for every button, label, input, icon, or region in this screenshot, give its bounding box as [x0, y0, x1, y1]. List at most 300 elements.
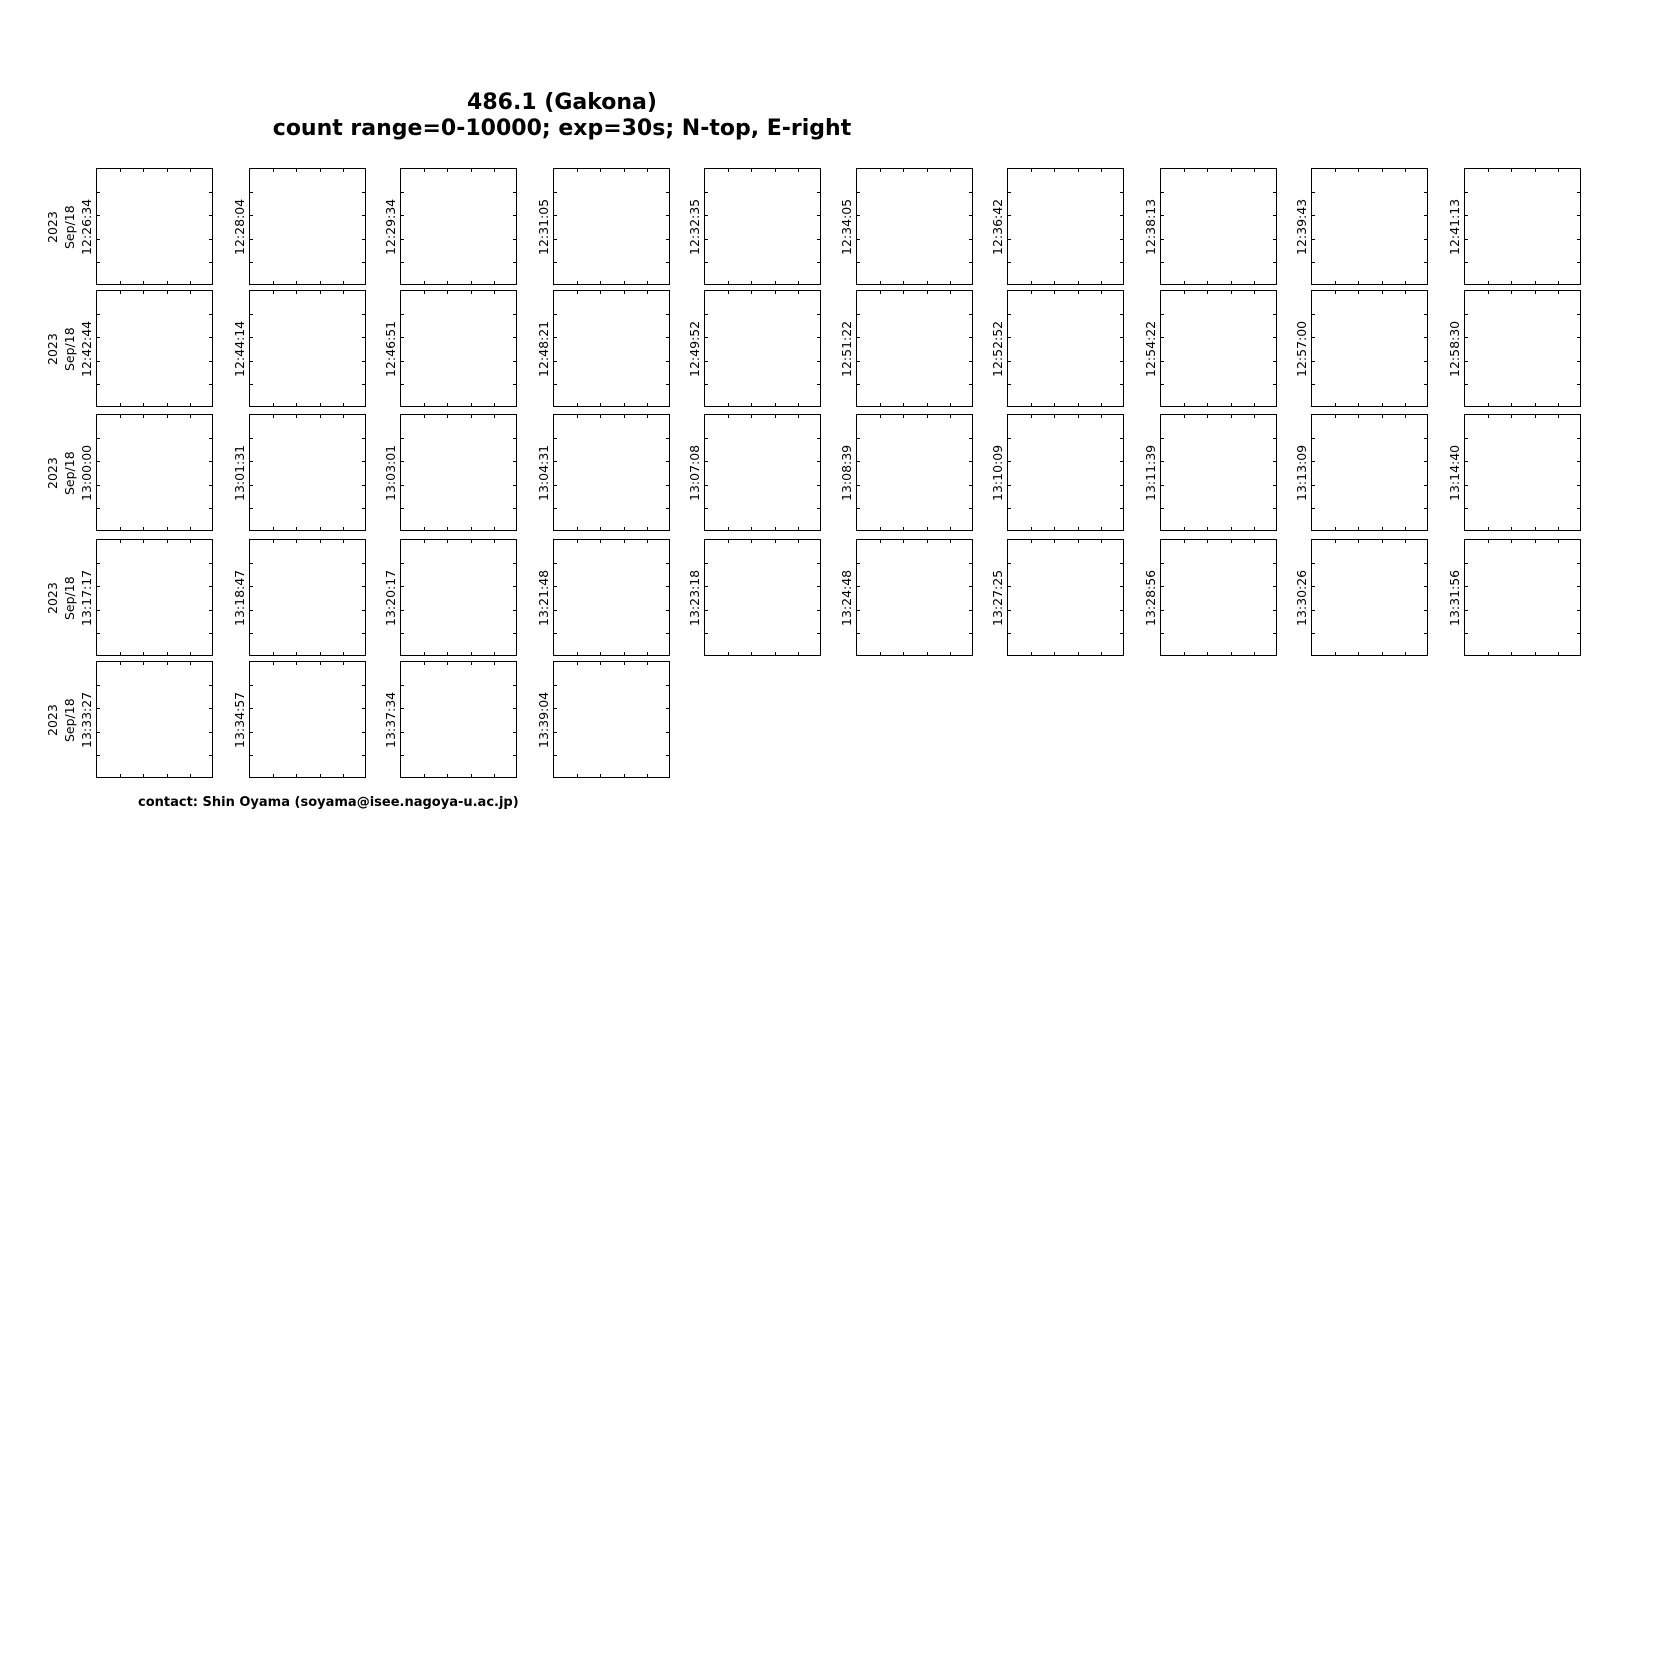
tick-mark — [705, 314, 708, 315]
tick-mark — [705, 563, 708, 564]
tick-mark — [666, 755, 669, 756]
tick-mark — [209, 563, 212, 564]
tick-mark — [250, 314, 253, 315]
tick-mark — [600, 281, 601, 284]
tick-mark — [120, 169, 121, 172]
tick-mark — [1312, 438, 1315, 439]
tick-mark — [1008, 361, 1011, 362]
tick-mark — [1382, 415, 1383, 418]
tick-mark — [950, 403, 951, 406]
date-label: Sep/18 — [62, 450, 77, 495]
image-panel — [553, 168, 670, 285]
image-panel — [1464, 290, 1581, 407]
image-panel — [704, 539, 821, 656]
tick-mark — [120, 403, 121, 406]
tick-mark — [1488, 415, 1489, 418]
timestamp-label: 12:51:22 — [839, 320, 854, 377]
tick-mark — [343, 540, 344, 543]
tick-mark — [401, 586, 404, 587]
tick-mark — [1161, 384, 1164, 385]
tick-mark — [343, 652, 344, 655]
tick-mark — [1078, 540, 1079, 543]
tick-mark — [857, 384, 860, 385]
tick-mark — [554, 508, 557, 509]
tick-mark — [577, 403, 578, 406]
tick-mark — [666, 461, 669, 462]
tick-mark — [880, 403, 881, 406]
tick-mark — [1405, 527, 1406, 530]
tick-mark — [362, 685, 365, 686]
tick-mark — [190, 662, 191, 665]
tick-mark — [97, 685, 100, 686]
tick-mark — [362, 314, 365, 315]
tick-mark — [209, 384, 212, 385]
tick-mark — [190, 652, 191, 655]
tick-mark — [1488, 281, 1489, 284]
tick-mark — [1424, 438, 1427, 439]
tick-mark — [577, 652, 578, 655]
tick-mark — [817, 461, 820, 462]
tick-mark — [577, 774, 578, 777]
tick-mark — [190, 415, 191, 418]
tick-mark — [775, 652, 776, 655]
tick-mark — [751, 281, 752, 284]
tick-mark — [927, 403, 928, 406]
tick-mark — [554, 262, 557, 263]
tick-mark — [624, 415, 625, 418]
tick-mark — [447, 281, 448, 284]
tick-mark — [97, 215, 100, 216]
tick-mark — [647, 403, 648, 406]
tick-mark — [751, 652, 752, 655]
tick-mark — [273, 540, 274, 543]
tick-mark — [1008, 610, 1011, 611]
tick-mark — [143, 527, 144, 530]
tick-mark — [1382, 281, 1383, 284]
tick-mark — [1054, 540, 1055, 543]
tick-mark — [903, 291, 904, 294]
tick-mark — [1273, 633, 1276, 634]
tick-mark — [320, 652, 321, 655]
tick-mark — [362, 586, 365, 587]
image-panel-grid — [0, 0, 1667, 820]
tick-mark — [969, 633, 972, 634]
tick-mark — [1008, 461, 1011, 462]
tick-mark — [1120, 610, 1123, 611]
tick-mark — [97, 337, 100, 338]
tick-mark — [1031, 291, 1032, 294]
tick-mark — [647, 169, 648, 172]
timestamp-label: 12:49:52 — [687, 320, 702, 377]
timestamp-label: 13:20:17 — [383, 569, 398, 626]
tick-mark — [1120, 563, 1123, 564]
tick-mark — [903, 527, 904, 530]
tick-mark — [1382, 527, 1383, 530]
tick-mark — [1335, 169, 1336, 172]
tick-mark — [343, 527, 344, 530]
tick-mark — [817, 239, 820, 240]
tick-mark — [1577, 337, 1580, 338]
tick-mark — [1008, 314, 1011, 315]
tick-mark — [1120, 384, 1123, 385]
tick-mark — [798, 403, 799, 406]
tick-mark — [190, 169, 191, 172]
tick-mark — [1101, 527, 1102, 530]
tick-mark — [1335, 281, 1336, 284]
tick-mark — [1120, 314, 1123, 315]
tick-mark — [97, 732, 100, 733]
image-panel — [1007, 168, 1124, 285]
tick-mark — [401, 508, 404, 509]
tick-mark — [320, 403, 321, 406]
tick-mark — [1273, 314, 1276, 315]
tick-mark — [751, 527, 752, 530]
tick-mark — [1254, 403, 1255, 406]
timestamp-label: 13:33:27 — [79, 691, 94, 748]
tick-mark — [273, 652, 274, 655]
tick-mark — [817, 563, 820, 564]
tick-mark — [1558, 527, 1559, 530]
tick-mark — [1465, 610, 1468, 611]
tick-mark — [969, 586, 972, 587]
image-panel — [400, 168, 517, 285]
tick-mark — [143, 291, 144, 294]
tick-mark — [273, 527, 274, 530]
year-label: 2023 — [45, 703, 60, 736]
tick-mark — [903, 652, 904, 655]
tick-mark — [1008, 633, 1011, 634]
tick-mark — [647, 652, 648, 655]
tick-mark — [798, 527, 799, 530]
tick-mark — [143, 652, 144, 655]
tick-mark — [1424, 262, 1427, 263]
tick-mark — [1424, 610, 1427, 611]
tick-mark — [903, 281, 904, 284]
timestamp-label: 12:31:05 — [536, 198, 551, 255]
tick-mark — [1358, 540, 1359, 543]
tick-mark — [1184, 527, 1185, 530]
tick-mark — [705, 239, 708, 240]
tick-mark — [1054, 403, 1055, 406]
image-panel — [249, 661, 366, 778]
tick-mark — [1008, 485, 1011, 486]
tick-mark — [880, 169, 881, 172]
tick-mark — [1161, 610, 1164, 611]
image-panel — [1311, 539, 1428, 656]
tick-mark — [817, 337, 820, 338]
tick-mark — [401, 610, 404, 611]
tick-mark — [1335, 403, 1336, 406]
timestamp-label: 13:04:31 — [536, 444, 551, 501]
tick-mark — [362, 508, 365, 509]
tick-mark — [209, 708, 212, 709]
tick-mark — [401, 732, 404, 733]
image-panel — [249, 414, 366, 531]
tick-mark — [1101, 540, 1102, 543]
image-panel — [249, 290, 366, 407]
tick-mark — [401, 633, 404, 634]
tick-mark — [250, 633, 253, 634]
tick-mark — [554, 461, 557, 462]
tick-mark — [1273, 192, 1276, 193]
image-panel — [553, 539, 670, 656]
tick-mark — [97, 610, 100, 611]
tick-mark — [857, 262, 860, 263]
tick-mark — [273, 774, 274, 777]
tick-mark — [343, 415, 344, 418]
tick-mark — [1254, 415, 1255, 418]
tick-mark — [1273, 586, 1276, 587]
tick-mark — [362, 610, 365, 611]
tick-mark — [927, 652, 928, 655]
tick-mark — [798, 652, 799, 655]
tick-mark — [1424, 239, 1427, 240]
tick-mark — [554, 239, 557, 240]
tick-mark — [1207, 540, 1208, 543]
tick-mark — [798, 291, 799, 294]
tick-mark — [209, 633, 212, 634]
tick-mark — [471, 415, 472, 418]
tick-mark — [969, 314, 972, 315]
tick-mark — [513, 262, 516, 263]
tick-mark — [817, 508, 820, 509]
tick-mark — [273, 415, 274, 418]
tick-mark — [969, 438, 972, 439]
tick-mark — [120, 774, 121, 777]
image-panel — [1007, 290, 1124, 407]
tick-mark — [857, 610, 860, 611]
tick-mark — [190, 540, 191, 543]
timestamp-label: 13:17:17 — [79, 569, 94, 626]
tick-mark — [647, 540, 648, 543]
image-panel — [400, 661, 517, 778]
tick-mark — [1577, 192, 1580, 193]
tick-mark — [343, 291, 344, 294]
date-label: Sep/18 — [62, 326, 77, 371]
tick-mark — [190, 403, 191, 406]
timestamp-label: 12:32:35 — [687, 198, 702, 255]
tick-mark — [471, 540, 472, 543]
image-panel — [704, 414, 821, 531]
tick-mark — [554, 563, 557, 564]
tick-mark — [1312, 586, 1315, 587]
timestamp-label: 13:21:48 — [536, 569, 551, 626]
tick-mark — [600, 652, 601, 655]
tick-mark — [250, 610, 253, 611]
tick-mark — [950, 281, 951, 284]
timestamp-label: 13:39:04 — [536, 691, 551, 748]
date-label: Sep/18 — [62, 204, 77, 249]
tick-mark — [1184, 291, 1185, 294]
tick-mark — [250, 215, 253, 216]
tick-mark — [1312, 485, 1315, 486]
tick-mark — [705, 508, 708, 509]
tick-mark — [1054, 415, 1055, 418]
date-label: Sep/18 — [62, 575, 77, 620]
tick-mark — [209, 586, 212, 587]
tick-mark — [494, 403, 495, 406]
tick-mark — [273, 291, 274, 294]
tick-mark — [362, 461, 365, 462]
tick-mark — [666, 586, 669, 587]
tick-mark — [1465, 508, 1468, 509]
timestamp-label: 12:29:34 — [383, 198, 398, 255]
tick-mark — [494, 540, 495, 543]
tick-mark — [705, 485, 708, 486]
tick-mark — [857, 586, 860, 587]
tick-mark — [969, 239, 972, 240]
tick-mark — [1008, 262, 1011, 263]
tick-mark — [1424, 633, 1427, 634]
tick-mark — [1424, 461, 1427, 462]
tick-mark — [471, 774, 472, 777]
tick-mark — [1254, 652, 1255, 655]
tick-mark — [817, 384, 820, 385]
image-panel — [1160, 539, 1277, 656]
tick-mark — [320, 281, 321, 284]
tick-mark — [554, 610, 557, 611]
tick-mark — [1078, 403, 1079, 406]
tick-mark — [1312, 239, 1315, 240]
tick-mark — [666, 563, 669, 564]
tick-mark — [250, 563, 253, 564]
tick-mark — [1054, 291, 1055, 294]
tick-mark — [1535, 652, 1536, 655]
tick-mark — [1577, 239, 1580, 240]
tick-mark — [903, 169, 904, 172]
tick-mark — [401, 215, 404, 216]
tick-mark — [1207, 403, 1208, 406]
tick-mark — [401, 192, 404, 193]
timestamp-label: 12:26:34 — [79, 198, 94, 255]
image-panel — [856, 168, 973, 285]
tick-mark — [1511, 403, 1512, 406]
image-panel — [553, 414, 670, 531]
tick-mark — [817, 586, 820, 587]
image-panel — [553, 290, 670, 407]
image-panel — [553, 661, 670, 778]
tick-mark — [1161, 461, 1164, 462]
timestamp-label: 13:27:25 — [990, 569, 1005, 626]
year-label: 2023 — [45, 332, 60, 365]
tick-mark — [1358, 652, 1359, 655]
tick-mark — [817, 361, 820, 362]
tick-mark — [1465, 586, 1468, 587]
tick-mark — [1577, 633, 1580, 634]
tick-mark — [447, 527, 448, 530]
timestamp-label: 13:34:57 — [232, 691, 247, 748]
image-panel — [400, 290, 517, 407]
tick-mark — [513, 633, 516, 634]
tick-mark — [513, 586, 516, 587]
tick-mark — [513, 384, 516, 385]
tick-mark — [1424, 361, 1427, 362]
tick-mark — [447, 540, 448, 543]
year-label: 2023 — [45, 456, 60, 489]
timestamp-label: 12:41:13 — [1447, 198, 1462, 255]
tick-mark — [1424, 215, 1427, 216]
tick-mark — [903, 415, 904, 418]
tick-mark — [320, 774, 321, 777]
timestamp-label: 13:31:56 — [1447, 569, 1462, 626]
tick-mark — [775, 527, 776, 530]
tick-mark — [1312, 633, 1315, 634]
tick-mark — [857, 461, 860, 462]
tick-mark — [1577, 508, 1580, 509]
tick-mark — [1008, 192, 1011, 193]
tick-mark — [1184, 169, 1185, 172]
tick-mark — [209, 192, 212, 193]
timestamp-label: 12:28:04 — [232, 198, 247, 255]
tick-mark — [1465, 485, 1468, 486]
tick-mark — [1358, 527, 1359, 530]
tick-mark — [296, 774, 297, 777]
tick-mark — [1008, 438, 1011, 439]
tick-mark — [209, 262, 212, 263]
tick-mark — [1008, 563, 1011, 564]
image-panel — [400, 539, 517, 656]
tick-mark — [1101, 281, 1102, 284]
tick-mark — [97, 239, 100, 240]
tick-mark — [362, 708, 365, 709]
date-label: Sep/18 — [62, 697, 77, 742]
tick-mark — [1312, 215, 1315, 216]
tick-mark — [1254, 169, 1255, 172]
tick-mark — [120, 652, 121, 655]
tick-mark — [1120, 508, 1123, 509]
tick-mark — [554, 361, 557, 362]
tick-mark — [209, 314, 212, 315]
tick-mark — [209, 337, 212, 338]
tick-mark — [728, 291, 729, 294]
tick-mark — [817, 192, 820, 193]
tick-mark — [97, 461, 100, 462]
tick-mark — [250, 586, 253, 587]
tick-mark — [969, 508, 972, 509]
tick-mark — [554, 438, 557, 439]
tick-mark — [401, 563, 404, 564]
tick-mark — [950, 291, 951, 294]
tick-mark — [624, 652, 625, 655]
tick-mark — [1577, 610, 1580, 611]
tick-mark — [401, 262, 404, 263]
tick-mark — [666, 337, 669, 338]
tick-mark — [296, 652, 297, 655]
tick-mark — [1231, 652, 1232, 655]
tick-mark — [775, 415, 776, 418]
tick-mark — [120, 281, 121, 284]
tick-mark — [1254, 291, 1255, 294]
tick-mark — [1577, 314, 1580, 315]
tick-mark — [447, 774, 448, 777]
timestamp-label: 13:07:08 — [687, 444, 702, 501]
title-station: 486.1 (Gakona) — [467, 90, 657, 115]
tick-mark — [1488, 291, 1489, 294]
contact-info: contact: Shin Oyama (soyama@isee.nagoya-u.ac.jp) — [138, 795, 519, 810]
tick-mark — [1465, 314, 1468, 315]
tick-mark — [250, 461, 253, 462]
tick-mark — [447, 403, 448, 406]
tick-mark — [424, 774, 425, 777]
tick-mark — [1161, 192, 1164, 193]
tick-mark — [513, 755, 516, 756]
tick-mark — [273, 169, 274, 172]
tick-mark — [624, 662, 625, 665]
tick-mark — [1078, 281, 1079, 284]
tick-mark — [705, 337, 708, 338]
image-panel — [96, 539, 213, 656]
tick-mark — [817, 610, 820, 611]
